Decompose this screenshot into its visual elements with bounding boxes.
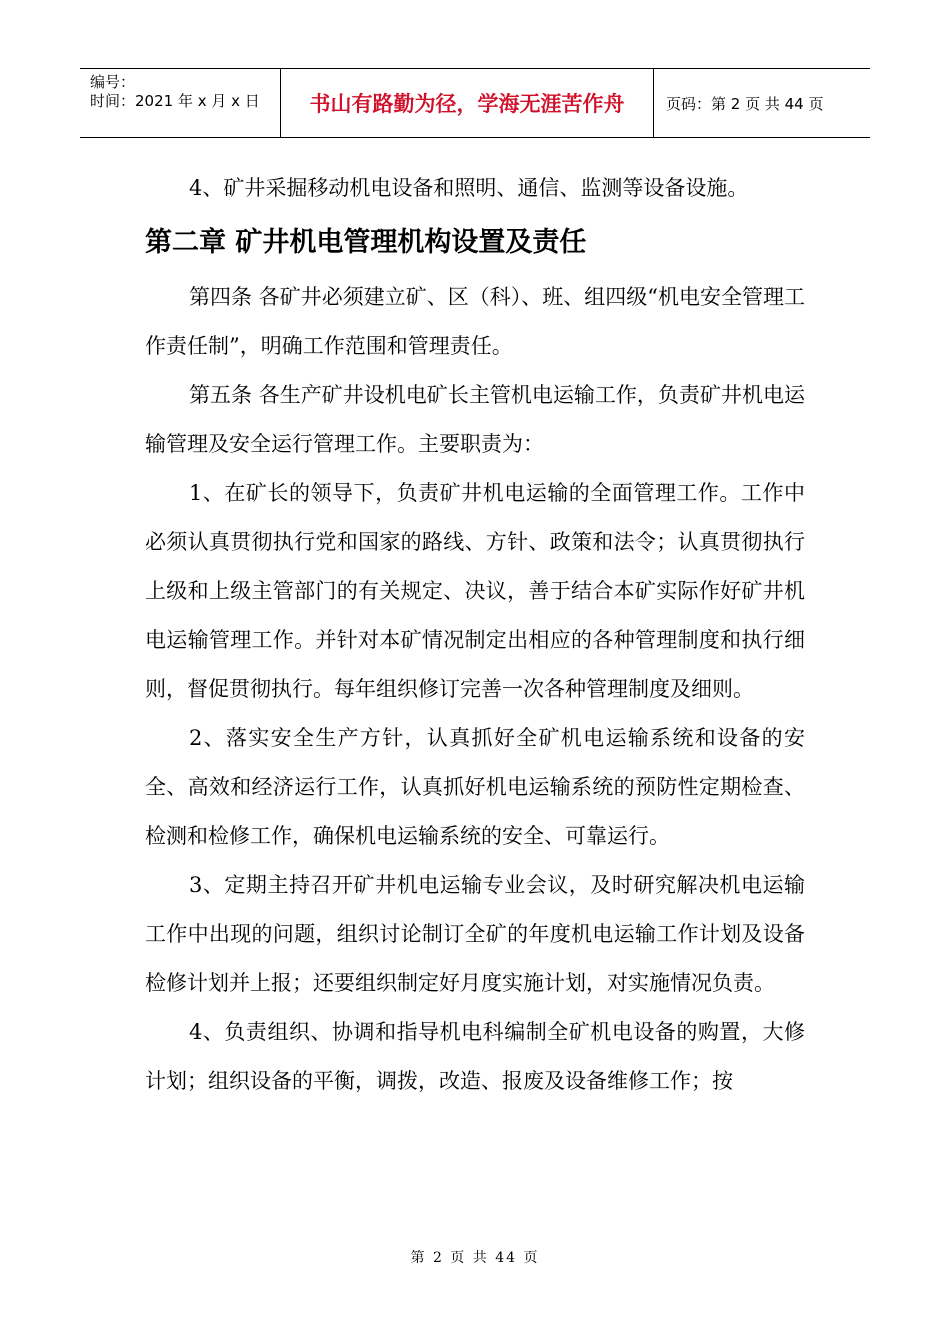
article-5: 第五条 各生产矿井设机电矿长主管机电运输工作，负责矿井机电运输管理及安全运行管理工作。主要职责为： [145, 383, 805, 456]
duty-2: 2、落实安全生产方针，认真抓好全矿机电运输系统和设备的安全、高效和经济运行工作，认真抓好机电运输系统的预防性定期检查、检测和检修工作，确保机电运输系统的安全、可靠运行。 [145, 726, 805, 848]
header-meta [80, 69, 281, 137]
duty-4: 4、负责组织、协调和指导机电科编制全矿机电设备的购置，大修计划；组织设备的平衡，调拨，改造、报废及设备维修工作；按 [145, 1020, 805, 1093]
number-label: 编号： [90, 73, 136, 91]
page-footer: 第 2 页 共 44 页 [410, 1250, 540, 1266]
article-4: 第四条 各矿井必须建立矿、区（科）、班、组四级“机电安全管理工作责任制”，明确工作范围和管理责任。 [145, 285, 805, 358]
chapter-title: 第二章 矿井机电管理机构设置及责任 [145, 227, 587, 258]
header-page-info: 页码：第 2 页 共 44 页 [666, 94, 824, 113]
document-body [145, 164, 805, 1106]
paragraph-item4-continued: 4、矿井采掘移动机电设备和照明、通信、监测等设备设施。 [189, 176, 749, 200]
time-label: 时间：2021 年 x 月 x 日 [90, 92, 260, 110]
page-header [80, 68, 870, 138]
duty-1: 1、在矿长的领导下，负责矿井机电运输的全面管理工作。工作中必须认真贯彻执行党和国家的路线、方针、政策和法令；认真贯彻执行上级和上级主管部门的有关规定、决议，善于结合本矿实际作好矿井机电运输管理工作。并针对本矿情况制定出相应的各种管理制度和执行细则，督促贯彻执行。每年组织修订完善一次各种管理制度及细则。 [145, 481, 805, 701]
header-motto: 书山有路勤为径，学海无涯苦作舟 [281, 69, 654, 137]
duty-3: 3、定期主持召开矿井机电运输专业会议，及时研究解决机电运输工作中出现的问题，组织讨论制订全矿的年度机电运输工作计划及设备检修计划并上报；还要组织制定好月度实施计划，对实施情况负责。 [145, 873, 805, 995]
